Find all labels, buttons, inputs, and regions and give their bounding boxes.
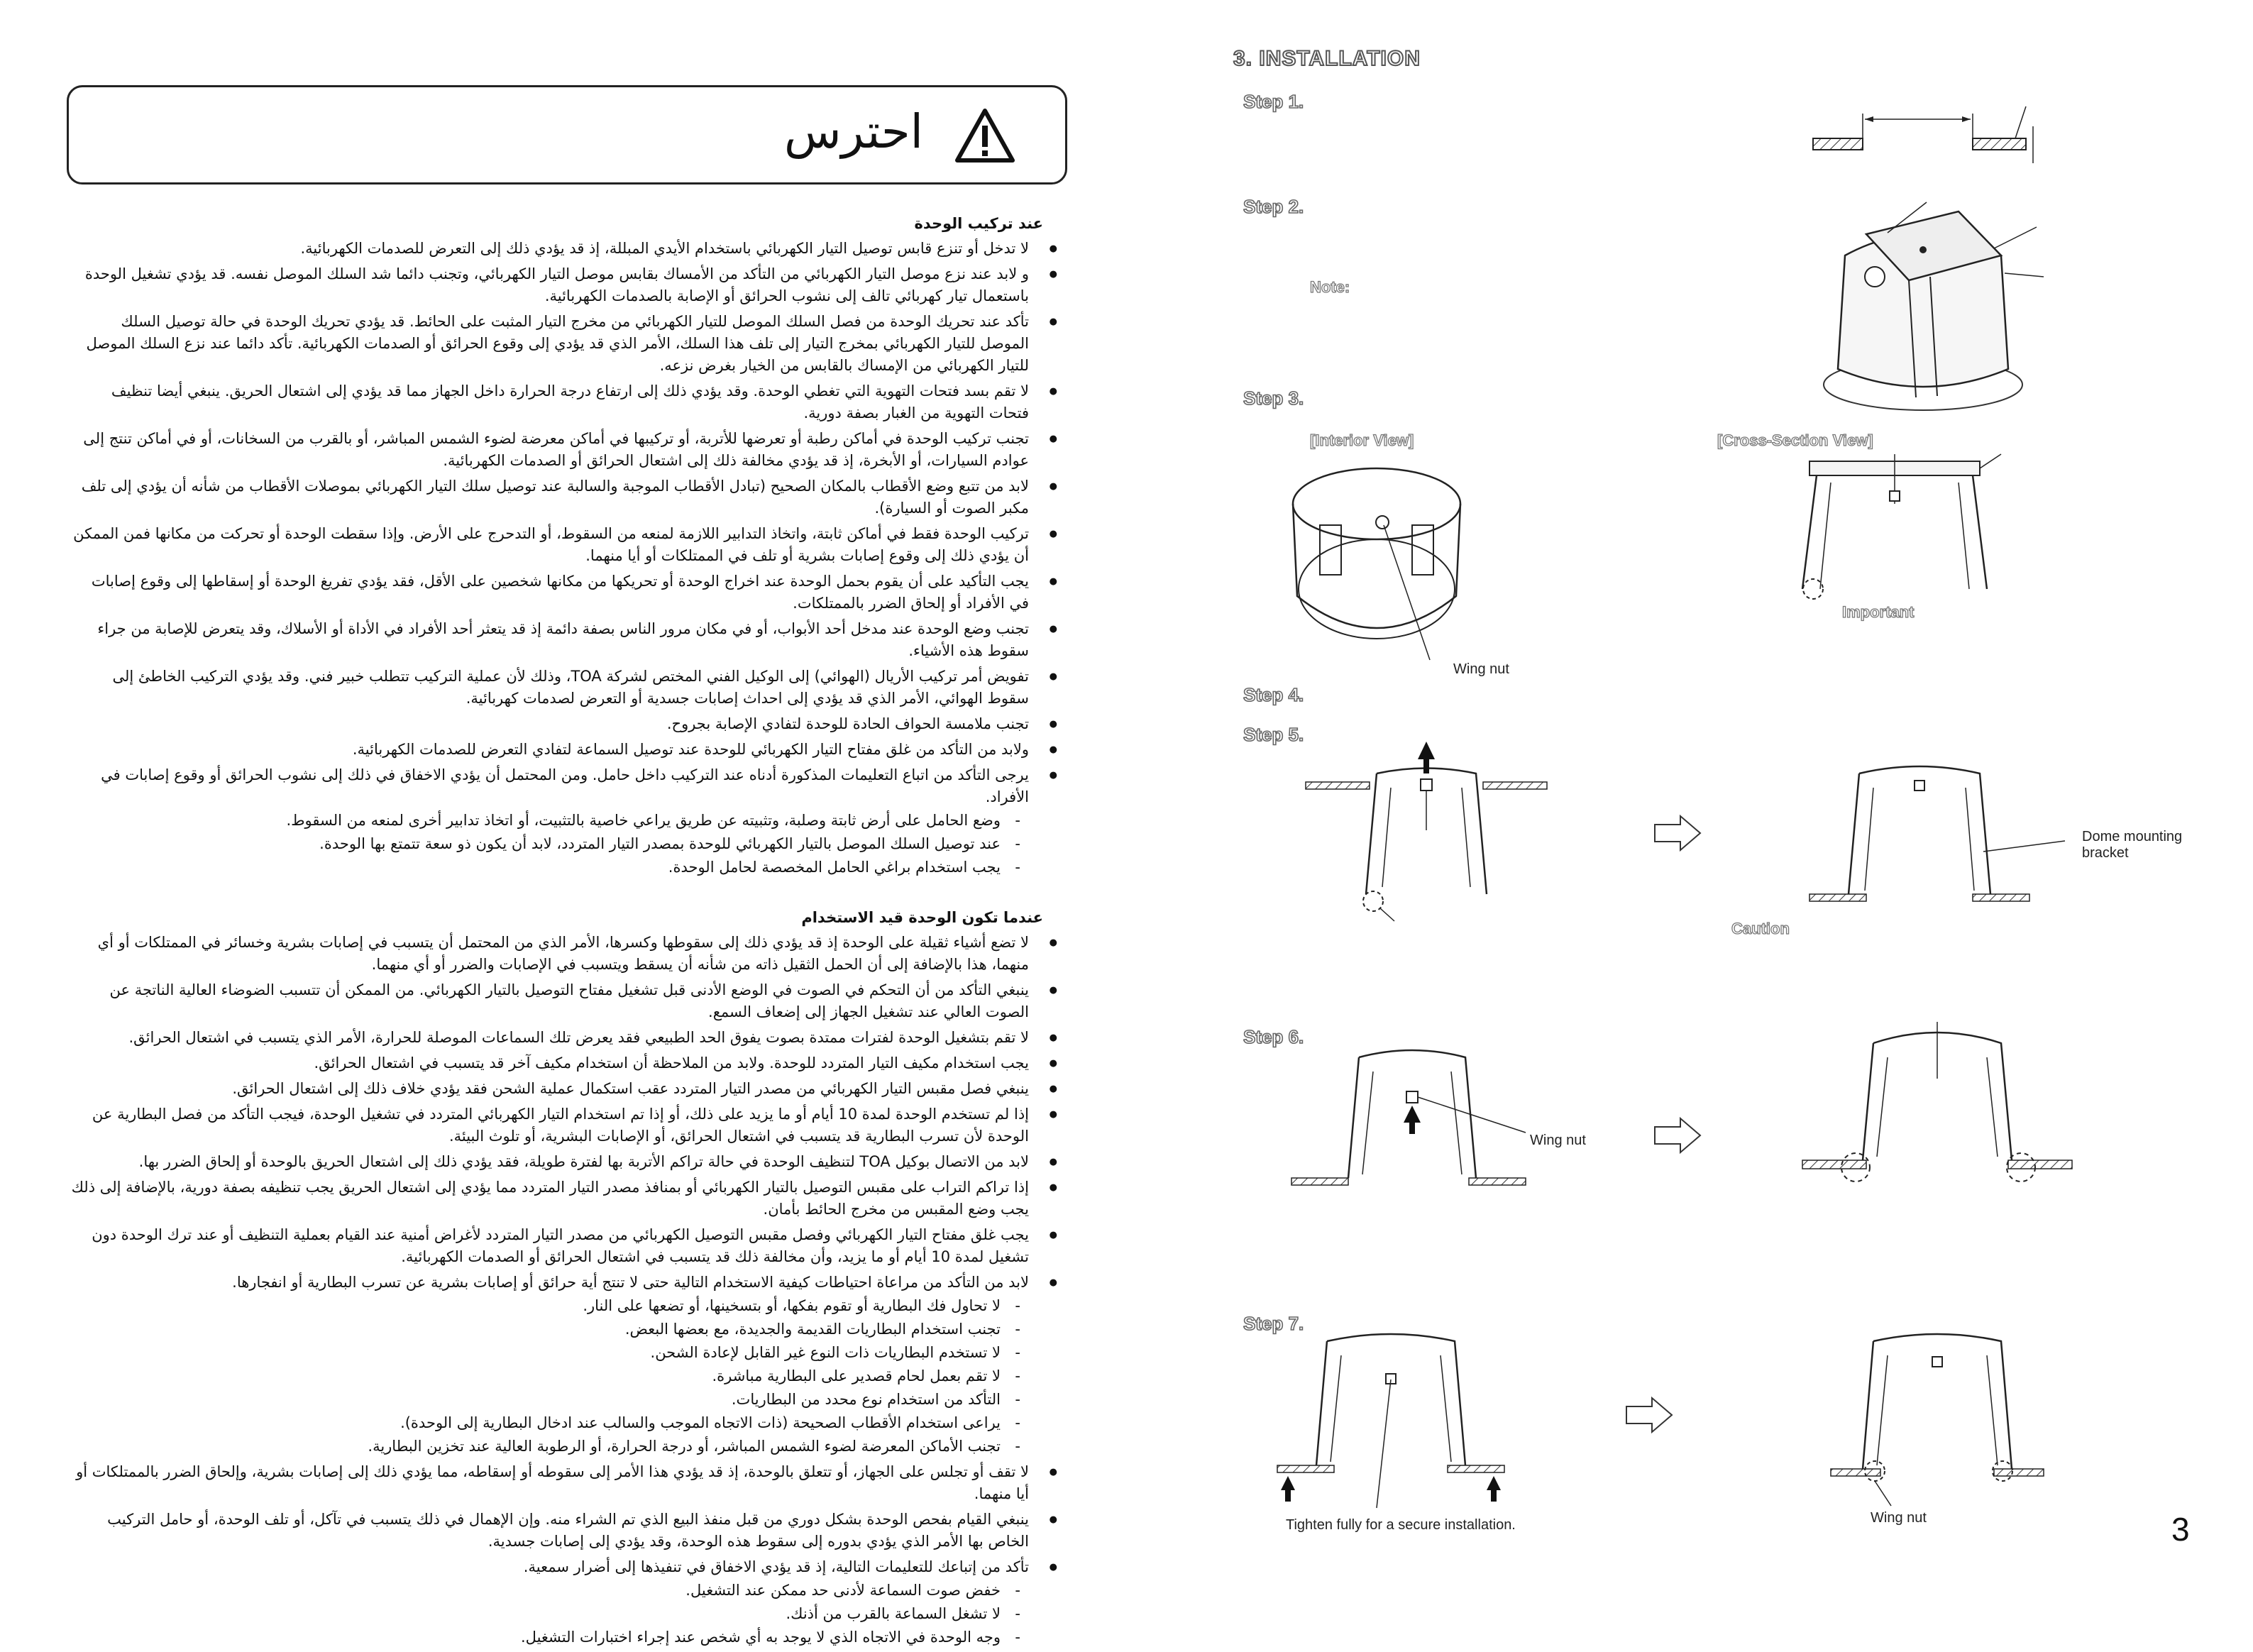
list-item: ● إذا لم تستخدم الوحدة لمدة 10 أيام أو ما يزيد على ذلك، أو إذا تم استخدام التيار الكهربائي المتردد في تشغيل الوحدة، فيجب التأكد من فصل البطارية عن الوحدة لأن تسرب البطارية قد يتسبب في اشتعال الحرائق، أو الإصابات البشرية، أو تلوث البيئة. xyxy=(71,1103,1029,1147)
step3-interior-view-figure xyxy=(1277,454,1476,667)
list-item: ● ينبغي التأكد من أن التحكم في الصوت في الوضع الأدنى قبل تشغيل مفتاح التوصيل بالتيار الكهربائي. من الممكن أن تتسبب الضوضاء العالية الناتجة عن الصوت العالي عند تشغيل الجهاز إلى إضعاف السمع. xyxy=(71,979,1029,1023)
dome-mounting-bracket-label: Dome mounting bracket xyxy=(2082,829,2183,861)
wing-nut-label-3: Wing nut xyxy=(1871,1510,1927,1526)
step1-ceiling-cutout-figure xyxy=(1809,99,2044,177)
caution-label: Caution xyxy=(1731,920,1790,937)
list-item: ● لا تقف أو تجلس على الجهاز، أو تتعلق بالوحدة، إذ قد يؤدي هذا الأمر إلى سقوطه أو إسقاطه، مما يؤدي ذلك إلى إصابات بشرية، وإلحاق الضرر بالممتلكات أو أيا منهما. xyxy=(71,1461,1029,1505)
list-item: ● لابد من الاتصال بوكيل TOA لتنظيف الوحدة في حالة تراكم الأتربة بها لفترة طويلة، فقد يؤدي ذلك إلى اشتعال الحريق بالوحدة أو إلحاق الضرر بها. xyxy=(71,1151,1029,1173)
sub-item: - عند توصيل السلك الموصل بالتيار الكهربائي للوحدة بمصدر التيار المتردد، لابد أن يكون ذو سعة تتمتع بها الوحدة. xyxy=(71,833,1001,855)
step5-after-figure xyxy=(1809,759,2065,908)
list-item: ● تركيب الوحدة فقط في أماكن ثابتة، واتخاذ التدابير اللازمة لمنعه من السقوط، أو التدحرج على الأرض. وإذا سقطت الوحدة أو تحركت من مكانها فمن الممكن أن يؤدي ذلك إلى وقوع إصابات بشرية أو تلف في الممتلكات أو أيا منهما. xyxy=(71,523,1029,567)
page-number: 3 xyxy=(2171,1511,2190,1548)
wing-nut-label-2: Wing nut xyxy=(1530,1133,1586,1148)
step-3-label: Step 3. xyxy=(1243,387,1304,409)
sub-item: - لا تحاول فك البطارية أو تقوم بفكها، أو بتسخينها، أو تضعها على النار. xyxy=(71,1295,1001,1317)
list-item: ● إذا تراكم التراب على مقبس التوصيل بالتيار الكهربائي أو بمنافذ مصدر التيار المتردد مما يؤدي إلى اشتعال الحريق يجب تنظيفه بصفة دورية، بالإضافة إلى ذلك يجب وضع المقبس من مخرج الحائط بأمان. xyxy=(71,1177,1029,1221)
step-6-label: Step 6. xyxy=(1243,1026,1304,1047)
list-item xyxy=(71,1272,1029,1458)
step6-before-figure xyxy=(1291,1043,1533,1206)
list-item: ● تفويض أمر تركيب الأريال (الهوائي) إلى الوكيل الفني المختص لشركة TOA، وذلك لأن عملية التركيب تتطلب خبير فني. وقد يؤدي التركيب الخاطئ إلى سقوط الهوائي، الأمر الذي قد يؤدي إلى احداث إصابات جسدية أو التعرض لصدمات كهربائية. xyxy=(71,666,1029,710)
list-item xyxy=(71,764,1029,879)
list-item: ● تجنب وضع الوحدة عند مدخل أحد الأبواب، أو في مكان مرور الناس بصفة دائمة إذ قد يتعثر أحد الأفراد في الأداة أو الأسلاك، وقد يتعرض للإصابة من جراء سقوط هذه الأشياء. xyxy=(71,618,1029,662)
right-arrow-icon xyxy=(1653,815,1703,852)
list-item-text: تأكد من إتباعك للتعليمات التالية، إذ قد يؤدي الاخفاق في تنفيذها إلى أضرار سمعية. xyxy=(523,1558,1029,1575)
sub-item: - التأكد من استخدام نوع محدد من البطاريات. xyxy=(71,1389,1001,1411)
sub-item: - تجنب استخدام البطاريات القديمة والجديدة، مع بعضها البعض. xyxy=(71,1318,1001,1340)
section-install-title: عند تركيب الوحدة xyxy=(914,215,1043,232)
battery-sub-list xyxy=(71,1295,1029,1458)
important-label: Important xyxy=(1842,603,1915,621)
arabic-safety-text xyxy=(71,213,1064,1652)
step7-after-figure xyxy=(1831,1320,2044,1504)
install-list xyxy=(71,238,1064,879)
cross-section-view-label: [Cross-Section View] xyxy=(1717,431,1873,449)
right-arrow-icon xyxy=(1653,1117,1703,1154)
use-list xyxy=(71,932,1064,1648)
step2-speaker-housing-figure xyxy=(1817,192,2051,426)
right-arrow-icon xyxy=(1625,1397,1675,1433)
wing-nut-label-1: Wing nut xyxy=(1453,661,1509,677)
sub-item: - يجب استخدام براغي الحامل المخصصة لحامل الوحدة. xyxy=(71,857,1001,879)
list-item: ● يجب استخدام مكيف التيار المتردد للوحدة. ولابد من الملاحظة أن استخدام مكيف آخر قد يتسبب في اشتعال الحرائق. xyxy=(71,1052,1029,1074)
interior-view-label: [Interior View] xyxy=(1310,431,1414,449)
list-item: ● لا تدخل أو تنزع قابس توصيل التيار الكهربائي باستخدام الأيدي المبللة، إذ قد يؤدي ذلك إلى التعرض للصدمات الكهربائية. xyxy=(71,238,1029,260)
step3-cross-section-figure xyxy=(1788,447,2001,610)
hearing-sub-list xyxy=(71,1580,1029,1648)
step5-before-figure xyxy=(1306,738,1547,923)
step6-after-figure xyxy=(1802,1015,2072,1221)
step-4-label: Step 4. xyxy=(1243,684,1304,705)
sub-item: - لا تستخدم البطاريات ذات النوع غير القابل لإعادة الشحن. xyxy=(71,1342,1001,1364)
sub-item: - خفض صوت السماعة لأدنى حد ممكن عند التشغيل. xyxy=(71,1580,1001,1602)
list-item: ● لا تقم بتشغيل الوحدة لفترات ممتدة بصوت يفوق الحد الطبيعي فقد يعرض تلك السماعات الموصلة للحرارة، الأمر الذي يتسبب في اشتعال الحرائق. xyxy=(71,1027,1029,1049)
list-item: ● ينبغي القيام بفحص الوحدة بشكل دوري من قبل منفذ البيع الذي تم الشراء منه. وإن الإهمال في ذلك يتسبب في تآكل، أو تلف الوحدة، أو حامل التركيب الخاص بها الأمر الذي يؤدي بدوره إلى سقوط هذه الوحدة، وقد يؤدي إلى إصابات جسدية. xyxy=(71,1509,1029,1553)
list-item xyxy=(71,1556,1029,1648)
tighten-instruction: Tighten fully for a secure installation. xyxy=(1286,1517,1516,1533)
list-item: ● ولابد من التأكد من غلق مفتاح التيار الكهربائي للوحدة عند توصيل السماعة لتفادي التعرض للصدمات الكهربائية. xyxy=(71,739,1029,761)
list-item: ● لا تقم بسد فتحات التهوية التي تغطي الوحدة. وقد يؤدي ذلك إلى ارتفاع درجة الحرارة داخل الجهاز مما قد يؤدي إلى اشتعال الحريق. ينبغي أيضا تنظيف فتحات التهوية من الغبار بصفة دورية. xyxy=(71,380,1029,424)
sub-item: - يراعى استخدام الأقطاب الصحيحة (ذات الاتجاه الموجب والسالب عند ادخال البطارية إلى الوحدة). xyxy=(71,1412,1001,1434)
list-item: ● تجنب تركيب الوحدة في أماكن رطبة أو تعرضها للأتربة، أو تركيبها في أماكن معرضة لضوء الشمس المباشر، أو بالقرب من السخانات، أو في أماكن تنتج إلى عوادم السيارات، أو الأبخرة، إذ قد يؤدي مخالفة ذلك إلى اشتعال الحرائق أو الصدمات الكهربائية. xyxy=(71,428,1029,472)
note-label: Note: xyxy=(1310,278,1350,296)
list-item: ● يجب غلق مفتاح التيار الكهربائي وفصل مقبس التوصيل الكهربائي من مصدر التيار المتردد لأغراض أمنية عند القيام بعملية التنظيف أو عند ترك الوحدة دون تشغيل لمدة 10 أيام أو ما يزيد، وأن مخالفة ذلك قد يتسبب في اشتعال الحرائق أو الصدمات الكهربائية. xyxy=(71,1224,1029,1268)
list-item: ● لا تضع أشياء ثقيلة على الوحدة إذ قد يؤدي ذلك إلى سقوطها وكسرها، الأمر الذي من المحتمل أن يتسبب في إصابات بشرية وخسائر في الممتلكات أو أي منهما، هذا بالإضافة إلى أن الحمل الثقيل ذاته من شأنه أن يسقط ويتسبب في الإصابات والضرر أو أي منهما. xyxy=(71,932,1029,976)
caution-title: احترس xyxy=(783,104,923,159)
section-use-title: عندما تكون الوحدة قيد الاستخدام xyxy=(801,909,1043,926)
step-2-label: Step 2. xyxy=(1243,196,1304,217)
list-item-text: يرجى التأكد من اتباع التعليمات المذكورة أدناه عند التركيب داخل حامل. ومن المحتمل أن يؤدي الاخفاق في ذلك إلى نشوب الحرائق أو وقوع إصابات في الأفراد. xyxy=(101,766,1029,805)
list-item: ● ينبغي فصل مقبس التيار الكهربائي من مصدر التيار المتردد عقب استكمال عملية الشحن فقد يؤدي خلاف ذلك إلى اشتعال الحرائق. xyxy=(71,1078,1029,1100)
list-item: ● لابد من تتبع وضع الأقطاب بالمكان الصحيح (تبادل الأقطاب الموجبة والسالبة عند توصيل سلك التيار الكهربائي بموصلات الأقطاب من شأنه أن يؤدي إلى تلف مكبر الصوت أو السيارة). xyxy=(71,475,1029,519)
list-item: ● يجب التأكيد على أن يقوم بحمل الوحدة عند اخراج الوحدة أو تحريكها من مكانها شخصين على الأقل، فقد يؤدي تفريغ الوحدة أو إسقاطها إلى وقوع إصابات في الأفراد أو إلحاق الضرر بالممتلكات. xyxy=(71,571,1029,615)
warning-triangle-icon xyxy=(954,107,1015,164)
sub-item: - وضع الحامل على أرض ثابتة وصلبة، وتثبيته عن طريق يراعي خاصية بالتثبيت، أو اتخاذ تدابير أخرى لمنعه من السقوط. xyxy=(71,810,1001,832)
rack-sub-list xyxy=(71,810,1029,879)
sub-item: - وجه الوحدة في الاتجاه الذي لا يوجد به أي شخص عند إجراء اختبارات التشغيل. xyxy=(71,1626,1001,1648)
installation-title: 3. INSTALLATION xyxy=(1233,47,1421,70)
step-7-label: Step 7. xyxy=(1243,1313,1304,1334)
sub-item: - تجنب الأماكن المعرضة لضوء الشمس المباشر، أو درجة الحرارة، أو الرطوبة العالية عند تخزين البطارية. xyxy=(71,1436,1001,1458)
list-item: ● و لابد عند نزع موصل التيار الكهربائي من التأكد من الأمساك بقابس موصل التيار الكهربائي، وتجنب دائما شد السلك الموصل نفسه. قد يؤدي تشغيل الوحدة باستعمال تيار كهربائي تالف إلى نشوب الحرائق أو الإصابة بالصدمات الكهربائية. xyxy=(71,263,1029,307)
step-5-label: Step 5. xyxy=(1243,724,1304,745)
list-item-text: لابد من التأكد من مراعاة احتياطات كيفية الاستخدام التالية حتى لا تنتج أية حرائق أو إصابات بشرية عن تسرب البطارية أو انفجارها. xyxy=(232,1274,1029,1291)
step-1-label: Step 1. xyxy=(1243,91,1304,112)
caution-box xyxy=(67,85,1067,185)
sub-item: - لا تشغل السماعة بالقرب من أذنك. xyxy=(71,1603,1001,1625)
list-item: ● تأكد عند تحريك الوحدة من فصل السلك الموصل للتيار الكهربائي من مخرج التيار المثبت على الحائط. قد يؤدي تحريك الوحدة في حالة توصيل السلك الموصل للتيار الكهربائي بمخرج التيار إلى تلف هذا السلك، الأمر الذي قد يؤدي إلى وقوع الحرائق أو الصدمات الكهربائية. تأكد دائما عند نزع السلك الموصل للتيار الكهربائي من الإمساك بالقابس من الخيار بغرض نزعه. xyxy=(71,311,1029,377)
list-item: ● تجنب ملامسة الحواف الحادة للوحدة لتفادي الإصابة بجروح. xyxy=(71,713,1029,735)
step7-before-figure xyxy=(1277,1327,1504,1511)
sub-item: - لا تقم بعمل لحام قصدير على البطارية مباشرة. xyxy=(71,1365,1001,1387)
